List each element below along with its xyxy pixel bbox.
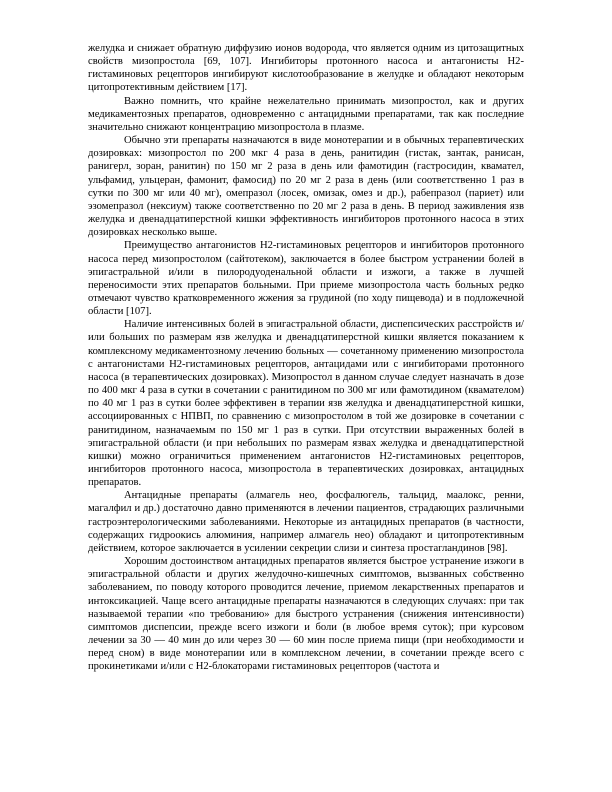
paragraph-4: Преимущество антагонистов Н2-гистаминовых рецепторов и ингибиторов протонного насоса перед мизопростолом (сайтотеком), заключается в более быстром устранении болей в эпигастральной и/или в пилородуоденальной области и изжоги, а также в лучшей переносимости этих препаратов больными. При приеме мизопростола часть больных редко отмечают чувство кратковременного жжения за грудиной (по ходу пищевода) и в подложечной области [107].: [88, 240, 524, 318]
paragraph-2: Важно помнить, что крайне нежелательно принимать мизопростол, как и других медикаментозных препаратов, одновременно с антацидными препаратами, так как последние значительно снижают концентрацию мизопростола в плазме.: [88, 95, 524, 133]
paragraph-3: Обычно эти препараты назначаются в виде монотерапии и в обычных терапевтических дозировках: мизопростол по 200 мкг 4 раза в день, ранитидин (гистак, зантак, ранисан, ранигерл, зоран, ранитин) по 150 мг 2 раза в день или фамотидин (гастросидин, квамател, ульфамид, ульцеран, фамонит, фамосид) по 20 мг 2 раза в день (или соответственно 1 раз в сутки по 300 мг или 40 мг), омепразол (лосек, омизак, омез и др.), рабепразол (париет) или эзомепразол (нексиум) также соответственно по 20 мг 2 раза в день. В период заживления язв желудка и двенадцатиперстной кишки эффективность ингибиторов протонного насоса в этих дозировках несколько выше.: [88, 135, 524, 239]
paragraph-5: Наличие интенсивных болей в эпигастральной области, диспепсических расстройств и/или больших по размерам язв желудка и двенадцатиперстной кишки является показанием к комплексному медикаментозному лечению больных — сочетанному применению мизопростола с антагонистами Н2-гистаминовых рецепторов, антацидами или с ингибиторами протонного насоса (в терапевтических дозировках). Мизопростол в данном случае следует назначать в дозе по 400 мкг 4 раза в сутки в сочетании с ранитидином по 300 мг или фамотидином (квамателом) по 40 мг 1 раз в сутки более эффективен в терапии язв желудка и двенадцатиперстной кишки, ассоциированных с НПВП, по сравнению с мизопростолом в той же дозировке в сочетании с ранитидином, назначаемым по 150 мг 1 раз в сутки. При отсутствии выраженных болей в эпигастральной области (и при небольших по размерам язвах желудка и двенадцатиперстной кишки) можно ограничиться применением антагонистов Н2-гистаминовых рецепторов, ингибиторов протонного насоса, мизопростола в терапевтических дозировках, антацидных препаратов.: [88, 319, 524, 489]
document-page: [88, 42, 524, 674]
paragraph-7: Хорошим достоинством антацидных препаратов является быстрое устранение изжоги в эпигастральной области и других желудочно-кишечных симптомов, вызванных собственно заболеванием, по поводу которого проводится лечение, приемом лекарственных препаратов и интоксикацией. Чаще всего антацидные препараты назначаются в следующих случаях: при так называемой терапии «по требованию» для быстрого устранения (снижения интенсивности) симптомов диспепсии, прежде всего изжоги и боли (в любое время суток); при курсовом лечении за 30 — 40 мин до или через 30 — 60 мин после приема пищи (при необходимости и перед сном) в виде монотерапии или в комплексном лечении, в сочетании прежде всего с прокинетиками и/или с Н2-блокаторами гистаминовых рецепторов (частота и: [88, 556, 524, 673]
paragraph-6: Антацидные препараты (алмагель нео, фосфалюгель, тальцид, маалокс, ренни, магалфил и др.) достаточно давно применяются в лечении пациентов, страдающих различными гастроэнтерологическими заболеваниями. Некоторые из антацидных препаратов (в частности, содержащих гидроокись алюминия, например алмагель нео) обладают и цитопротективным действием, которое заключается в усилении секреции слизи и синтеза простагландинов [98].: [88, 490, 524, 554]
paragraph-1: желудка и снижает обратную диффузию ионов водорода, что является одним из цитозащитных свойств мизопростола [69, 107]. Ингибиторы протонного насоса и антагонисты Н2-гистаминовых рецепторов ингибируют кислотообразование в желудке и обладают некоторым цитопротективным действием [17].: [88, 43, 524, 94]
